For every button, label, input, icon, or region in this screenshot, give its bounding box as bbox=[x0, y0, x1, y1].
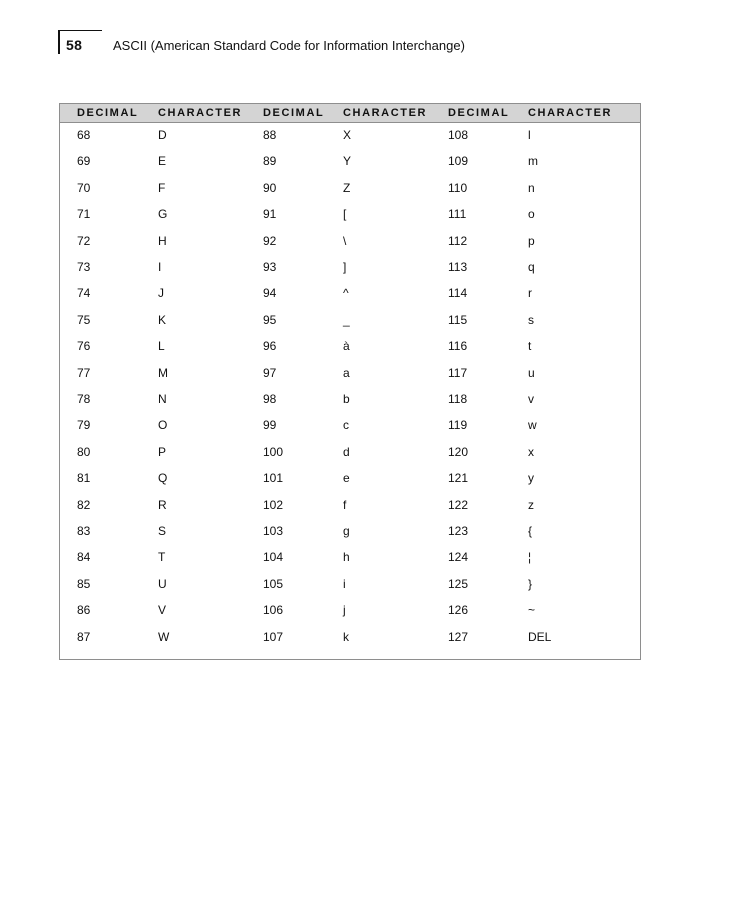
table-row bbox=[60, 414, 640, 440]
cell-decimal: 109 bbox=[448, 154, 469, 169]
cell-character: z bbox=[528, 497, 534, 512]
cell-character: ] bbox=[343, 260, 347, 274]
cell-character: m bbox=[528, 154, 538, 169]
cell-decimal: 118 bbox=[448, 392, 468, 406]
cell-decimal: 101 bbox=[263, 471, 284, 486]
cell-decimal: 69 bbox=[77, 154, 91, 169]
cell-character: f bbox=[343, 497, 347, 512]
cell-decimal: 95 bbox=[263, 312, 277, 327]
table-row bbox=[60, 256, 640, 282]
cell-decimal: 126 bbox=[448, 603, 469, 618]
cell-character: O bbox=[158, 418, 168, 433]
page-number-rule bbox=[58, 30, 102, 31]
cell-decimal: 103 bbox=[263, 524, 284, 538]
cell-character: u bbox=[528, 365, 535, 380]
cell-decimal: 88 bbox=[263, 128, 277, 142]
cell-decimal: 74 bbox=[77, 286, 91, 301]
table-row bbox=[60, 573, 640, 599]
table-row bbox=[60, 230, 640, 256]
cell-character: K bbox=[158, 312, 167, 327]
cell-decimal: 78 bbox=[77, 392, 91, 406]
cell-character: X bbox=[343, 128, 352, 142]
cell-character: D bbox=[158, 128, 167, 142]
cell-decimal: 96 bbox=[263, 339, 277, 354]
table-row bbox=[60, 124, 640, 150]
cell-decimal: 83 bbox=[77, 524, 91, 538]
cell-decimal: 113 bbox=[448, 260, 468, 274]
cell-character: L bbox=[158, 339, 165, 354]
table-row bbox=[60, 362, 640, 388]
cell-character: w bbox=[528, 418, 537, 433]
table-row bbox=[60, 546, 640, 572]
running-head bbox=[58, 30, 698, 58]
table-row bbox=[60, 282, 640, 308]
table-row bbox=[60, 388, 640, 414]
cell-character: H bbox=[158, 233, 167, 248]
cell-decimal: 86 bbox=[77, 603, 91, 618]
table-row bbox=[60, 626, 640, 652]
cell-character: ^ bbox=[343, 286, 349, 301]
cell-character: V bbox=[158, 603, 167, 618]
cell-character: e bbox=[343, 471, 350, 486]
cell-character: T bbox=[158, 550, 166, 565]
cell-decimal: 100 bbox=[263, 444, 284, 459]
cell-decimal: 106 bbox=[263, 603, 284, 618]
cell-character: v bbox=[528, 392, 534, 406]
cell-decimal: 97 bbox=[263, 365, 277, 380]
cell-character: N bbox=[158, 392, 167, 406]
cell-decimal: 79 bbox=[77, 418, 91, 433]
cell-decimal: 119 bbox=[448, 418, 468, 433]
cell-character: DEL bbox=[528, 629, 552, 644]
table-row bbox=[60, 309, 640, 335]
cell-character: Z bbox=[343, 180, 351, 195]
cell-character: W bbox=[158, 629, 170, 644]
cell-decimal: 124 bbox=[448, 550, 469, 565]
cell-decimal: 77 bbox=[77, 365, 91, 380]
cell-character: R bbox=[158, 497, 167, 512]
cell-decimal: 94 bbox=[263, 286, 277, 301]
cell-character: k bbox=[343, 629, 349, 644]
page-heading: ASCII (American Standard Code for Information Interchange) bbox=[113, 38, 465, 53]
column-header-character: CHARACTER bbox=[528, 107, 613, 119]
cell-decimal: 104 bbox=[263, 550, 284, 565]
table-row bbox=[60, 177, 640, 203]
cell-decimal: 112 bbox=[448, 233, 468, 248]
column-header-character: CHARACTER bbox=[158, 107, 243, 119]
cell-character: s bbox=[528, 312, 534, 327]
cell-character: F bbox=[158, 180, 166, 195]
cell-decimal: 82 bbox=[77, 497, 91, 512]
cell-character: J bbox=[158, 286, 164, 301]
cell-decimal: 87 bbox=[77, 629, 91, 644]
cell-decimal: 125 bbox=[448, 576, 469, 591]
cell-character: j bbox=[343, 603, 346, 618]
ascii-table bbox=[59, 103, 641, 660]
cell-decimal: 73 bbox=[77, 260, 91, 274]
cell-character: à bbox=[343, 339, 350, 354]
cell-decimal: 115 bbox=[448, 312, 468, 327]
cell-decimal: 70 bbox=[77, 180, 91, 195]
cell-character: l bbox=[528, 128, 531, 142]
cell-character: n bbox=[528, 180, 535, 195]
cell-decimal: 114 bbox=[448, 286, 468, 301]
column-header-decimal: DECIMAL bbox=[263, 107, 325, 119]
cell-character: ¦ bbox=[528, 550, 532, 565]
cell-decimal: 117 bbox=[448, 365, 468, 380]
cell-character: U bbox=[158, 576, 167, 591]
cell-character: } bbox=[528, 576, 533, 591]
cell-character: g bbox=[343, 524, 350, 538]
cell-character: c bbox=[343, 418, 349, 433]
cell-decimal: 90 bbox=[263, 180, 277, 195]
cell-character: p bbox=[528, 233, 535, 248]
cell-decimal: 75 bbox=[77, 312, 91, 327]
cell-decimal: 107 bbox=[263, 629, 284, 644]
cell-character: Q bbox=[158, 471, 168, 486]
cell-decimal: 68 bbox=[77, 128, 91, 142]
page-number: 58 bbox=[66, 37, 83, 53]
table-row bbox=[60, 467, 640, 493]
table-row bbox=[60, 150, 640, 176]
column-header-decimal: DECIMAL bbox=[448, 107, 510, 119]
cell-decimal: 105 bbox=[263, 576, 284, 591]
cell-character: h bbox=[343, 550, 350, 565]
cell-character: M bbox=[158, 365, 168, 380]
cell-decimal: 89 bbox=[263, 154, 277, 169]
cell-character: r bbox=[528, 286, 532, 301]
cell-decimal: 84 bbox=[77, 550, 91, 565]
cell-decimal: 102 bbox=[263, 497, 284, 512]
cell-decimal: 99 bbox=[263, 418, 277, 433]
table-row bbox=[60, 335, 640, 361]
table-header-row bbox=[60, 104, 640, 123]
cell-decimal: 76 bbox=[77, 339, 91, 354]
cell-character: P bbox=[158, 444, 167, 459]
cell-decimal: 71 bbox=[77, 207, 91, 222]
cell-character: o bbox=[528, 207, 535, 222]
table-row bbox=[60, 203, 640, 229]
cell-character: b bbox=[343, 392, 350, 406]
cell-decimal: 111 bbox=[448, 207, 467, 222]
page-number-bar bbox=[58, 30, 60, 54]
cell-decimal: 122 bbox=[448, 497, 469, 512]
cell-character: E bbox=[158, 154, 167, 169]
cell-decimal: 81 bbox=[77, 471, 91, 486]
cell-decimal: 85 bbox=[77, 576, 91, 591]
cell-decimal: 80 bbox=[77, 444, 91, 459]
cell-character: ~ bbox=[528, 603, 536, 618]
cell-decimal: 123 bbox=[448, 524, 469, 538]
cell-character: x bbox=[528, 444, 534, 459]
cell-decimal: 108 bbox=[448, 128, 469, 142]
cell-character: d bbox=[343, 444, 350, 459]
cell-character: _ bbox=[343, 312, 350, 327]
table-row bbox=[60, 494, 640, 520]
cell-character: S bbox=[158, 524, 167, 538]
cell-character: y bbox=[528, 471, 534, 486]
cell-decimal: 72 bbox=[77, 233, 91, 248]
cell-decimal: 91 bbox=[263, 207, 277, 222]
column-header-decimal: DECIMAL bbox=[77, 107, 139, 119]
cell-decimal: 120 bbox=[448, 444, 469, 459]
cell-character: { bbox=[528, 524, 533, 538]
cell-decimal: 98 bbox=[263, 392, 277, 406]
cell-character: t bbox=[528, 339, 532, 354]
cell-decimal: 127 bbox=[448, 629, 469, 644]
cell-character: i bbox=[343, 576, 346, 591]
cell-character: G bbox=[158, 207, 168, 222]
cell-decimal: 110 bbox=[448, 180, 468, 195]
table-row bbox=[60, 520, 640, 546]
table-row bbox=[60, 599, 640, 625]
cell-character: [ bbox=[343, 207, 347, 222]
column-header-character: CHARACTER bbox=[343, 107, 428, 119]
cell-character: \ bbox=[343, 233, 347, 248]
cell-decimal: 121 bbox=[448, 471, 469, 486]
table-row bbox=[60, 441, 640, 467]
cell-decimal: 93 bbox=[263, 260, 277, 274]
cell-decimal: 116 bbox=[448, 339, 468, 354]
cell-character: a bbox=[343, 365, 350, 380]
cell-character: Y bbox=[343, 154, 352, 169]
cell-character: q bbox=[528, 260, 535, 274]
cell-decimal: 92 bbox=[263, 233, 277, 248]
cell-character: I bbox=[158, 260, 162, 274]
